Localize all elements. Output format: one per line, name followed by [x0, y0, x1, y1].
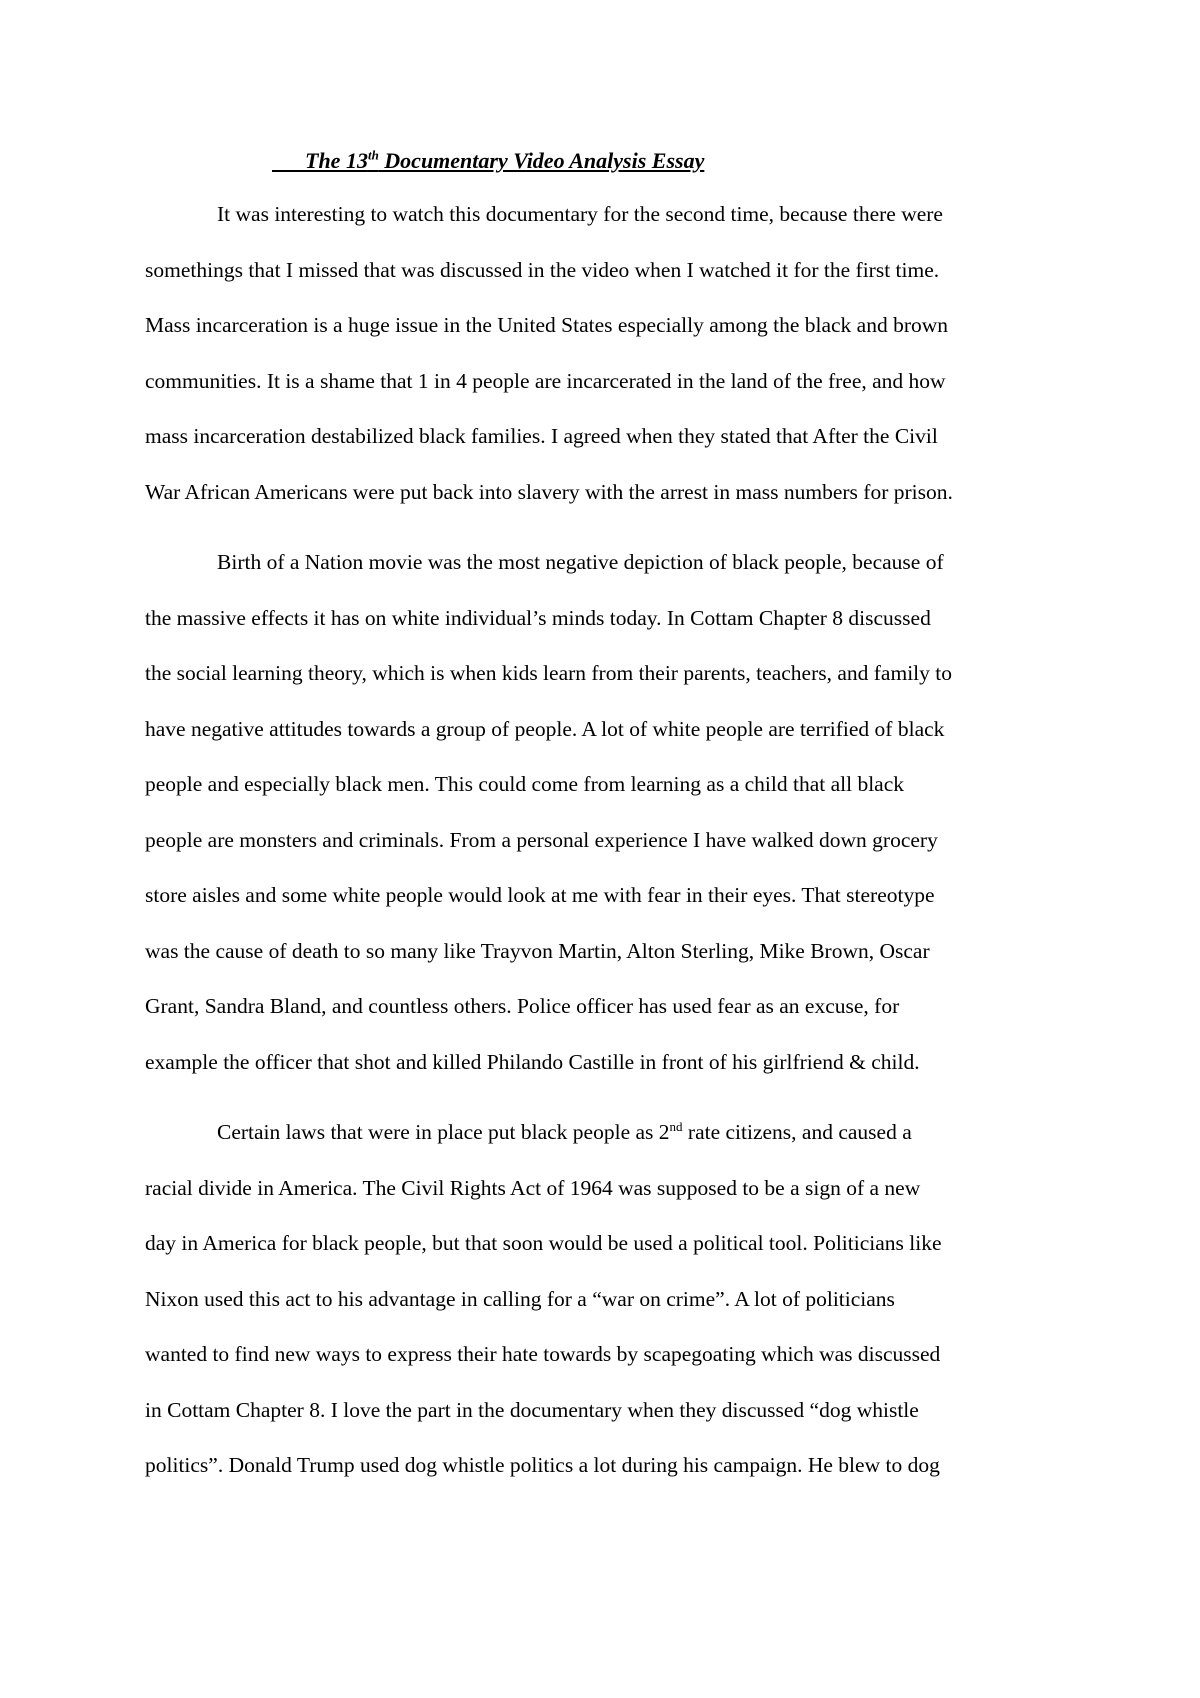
essay-title	[272, 147, 792, 175]
paragraph-spacer	[145, 520, 1065, 535]
text-line: racial divide in America. The Civil Rights Act of 1964 was supposed to be a sign of a new	[145, 1175, 921, 1200]
text-line: War African Americans were put back into slavery with the arrest in mass numbers for prison.	[145, 479, 953, 504]
title-prefix: The 13	[305, 148, 368, 173]
line-text-before: Certain laws that were in place put black people as 2	[217, 1120, 670, 1144]
text-line: was the cause of death to so many like Trayvon Martin, Alton Sterling, Mike Brown, Oscar	[145, 938, 930, 963]
title-suffix: Documentary Video Analysis Essay	[378, 148, 705, 173]
text-line: have negative attitudes towards a group of people. A lot of white people are terrified of black	[145, 716, 945, 741]
text-line: people and especially black men. This could come from learning as a child that all black	[145, 772, 905, 796]
text-line: somethings that I missed that was discussed in the video when I watched it for the first time.	[145, 257, 940, 282]
text-line: It was interesting to watch this documentary for the second time, because there were	[217, 202, 943, 226]
paragraph-2	[145, 535, 1065, 1090]
text-line: Grant, Sandra Bland, and countless others. Police officer has used fear as an excuse, for	[145, 994, 900, 1018]
text-line: wanted to find new ways to express their hate towards by scapegoating which was discussed	[145, 1342, 941, 1366]
ordinal-superscript: nd	[669, 1118, 683, 1134]
text-line: store aisles and some white people would look at me with fear in their eyes. That stereotype	[145, 883, 935, 907]
text-line: in Cottam Chapter 8. I love the part in the documentary when they discussed “dog whistle	[145, 1397, 919, 1422]
text-line: mass incarceration destabilized black families. I agreed when they stated that After the Civil	[145, 424, 938, 448]
text-line	[145, 1105, 1065, 1161]
text-line: the massive effects it has on white individual’s minds today. In Cottam Chapter 8 discussed	[145, 605, 931, 630]
text-line: Nixon used this act to his advantage in calling for a “war on crime”. A lot of politicians	[145, 1286, 895, 1311]
title-text	[305, 148, 704, 173]
text-line: communities. It is a shame that 1 in 4 people are incarcerated in the land of the free, and how	[145, 368, 946, 393]
paragraph-3	[145, 1105, 1065, 1494]
text-line: example the officer that shot and killed Philando Castille in front of his girlfriend & child.	[145, 1049, 920, 1074]
text-line: Mass incarceration is a huge issue in the United States especially among the black and brown	[145, 313, 949, 337]
text-line: Birth of a Nation movie was the most negative depiction of black people, because of	[217, 550, 944, 574]
text-line: the social learning theory, which is when kids learn from their parents, teachers, and family to	[145, 661, 952, 685]
text-line: politics”. Donald Trump used dog whistle politics a lot during his campaign. He blew to dog	[145, 1453, 940, 1477]
paragraph-1	[145, 187, 1065, 520]
paragraph-spacer	[145, 1090, 1065, 1105]
line-text-after: rate citizens, and caused a	[682, 1120, 912, 1144]
title-underline-pad	[272, 148, 305, 173]
title-superscript: th	[367, 147, 379, 163]
text-line: people are monsters and criminals. From a personal experience I have walked down grocery	[145, 827, 938, 852]
essay-body	[145, 187, 1065, 1494]
text-line: day in America for black people, but that soon would be used a political tool. Politicians like	[145, 1231, 942, 1255]
